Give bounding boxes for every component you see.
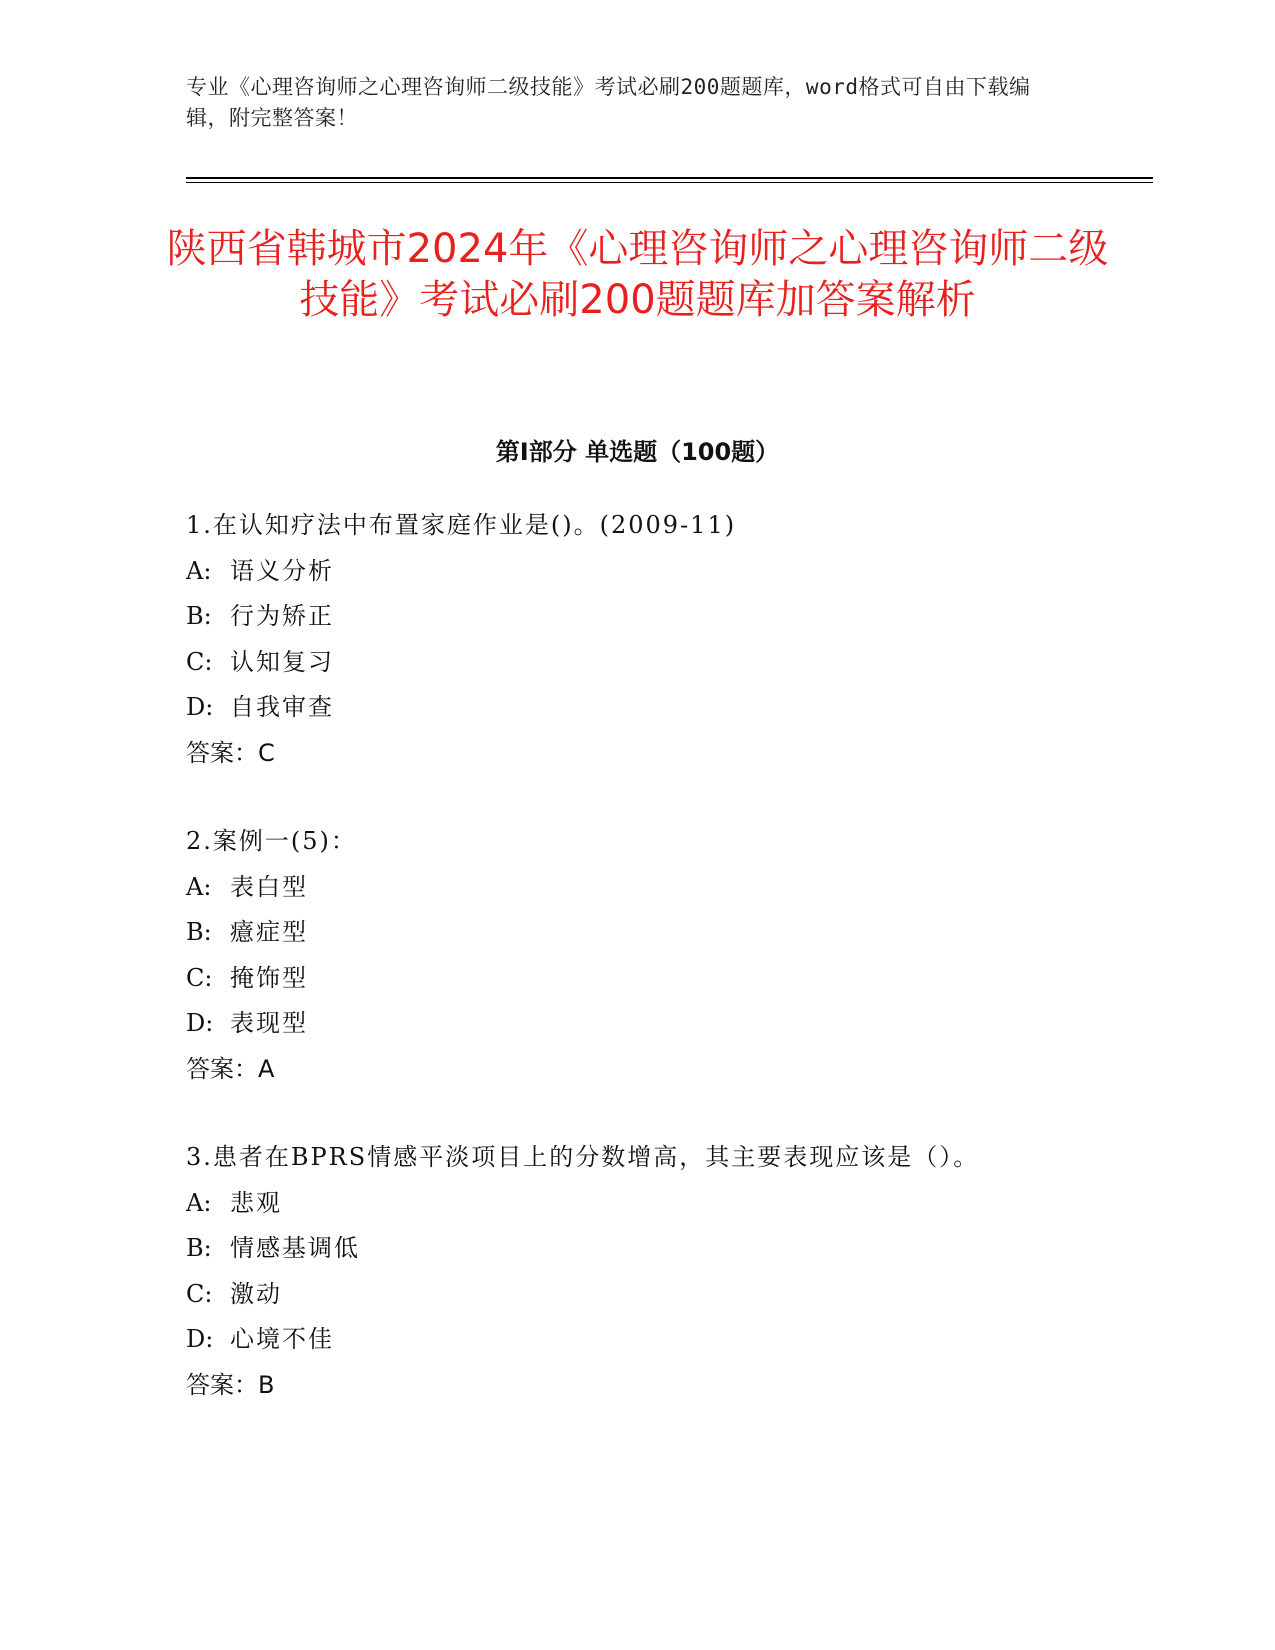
option-text: 激动	[230, 1279, 282, 1308]
option-d	[186, 1317, 1146, 1363]
option-letter: D:	[186, 693, 214, 721]
question-1	[186, 503, 1146, 776]
option-d	[186, 685, 1146, 731]
option-c	[186, 640, 1146, 686]
option-letter: D:	[186, 1325, 214, 1353]
section-heading: 第I部分 单选题（100题）	[495, 438, 780, 466]
document-title: 陕西省韩城市2024年《心理咨询师之心理咨询师二级技能》考试必刷200题题库加答案解析	[166, 226, 1109, 323]
question-stem: 1.在认知疗法中布置家庭作业是()。(2009-11)	[186, 511, 737, 539]
option-text: 掩饰型	[230, 963, 308, 992]
option-letter: B:	[186, 602, 212, 630]
option-text: 自我审查	[230, 693, 334, 721]
option-letter: A:	[186, 556, 212, 585]
option-text: 癔症型	[230, 918, 308, 946]
option-a	[186, 1181, 1146, 1227]
option-c	[186, 1272, 1146, 1318]
question-stem: 3.患者在BPRS情感平淡项目上的分数增高，其主要表现应该是（）。	[186, 1143, 980, 1171]
option-text: 认知复习	[230, 647, 334, 676]
option-text: 行为矫正	[230, 602, 334, 630]
answer-line: 答案：C	[186, 738, 275, 767]
option-letter: A:	[186, 1188, 212, 1217]
option-b	[186, 1226, 1146, 1272]
answer-line: 答案：A	[186, 1054, 275, 1083]
option-d	[186, 1001, 1146, 1047]
option-letter: A:	[186, 872, 212, 901]
answer-line: 答案：B	[186, 1370, 275, 1399]
option-letter: B:	[186, 918, 212, 946]
option-letter: C:	[186, 1279, 213, 1308]
option-a	[186, 549, 1146, 595]
option-a	[186, 865, 1146, 911]
header-divider-thin	[186, 182, 1153, 183]
option-b	[186, 910, 1146, 956]
option-letter: C:	[186, 647, 213, 676]
option-text: 情感基调低	[230, 1234, 360, 1262]
option-text: 表现型	[230, 1009, 308, 1037]
option-letter: B:	[186, 1234, 212, 1262]
question-stem: 2.案例一(5)：	[186, 827, 357, 855]
question-2	[186, 819, 1146, 1092]
header-note: 专业《心理咨询师之心理咨询师二级技能》考试必刷200题题库，word格式可自由下载编辑，附完整答案！	[186, 75, 1031, 130]
option-letter: D:	[186, 1009, 214, 1037]
option-letter: C:	[186, 963, 213, 992]
option-text: 悲观	[230, 1188, 282, 1217]
header-divider-thick	[186, 177, 1153, 179]
question-3	[186, 1135, 1146, 1408]
option-c	[186, 956, 1146, 1002]
option-text: 语义分析	[230, 556, 334, 585]
option-text: 心境不佳	[230, 1325, 334, 1353]
option-text: 表白型	[230, 872, 308, 901]
option-b	[186, 594, 1146, 640]
